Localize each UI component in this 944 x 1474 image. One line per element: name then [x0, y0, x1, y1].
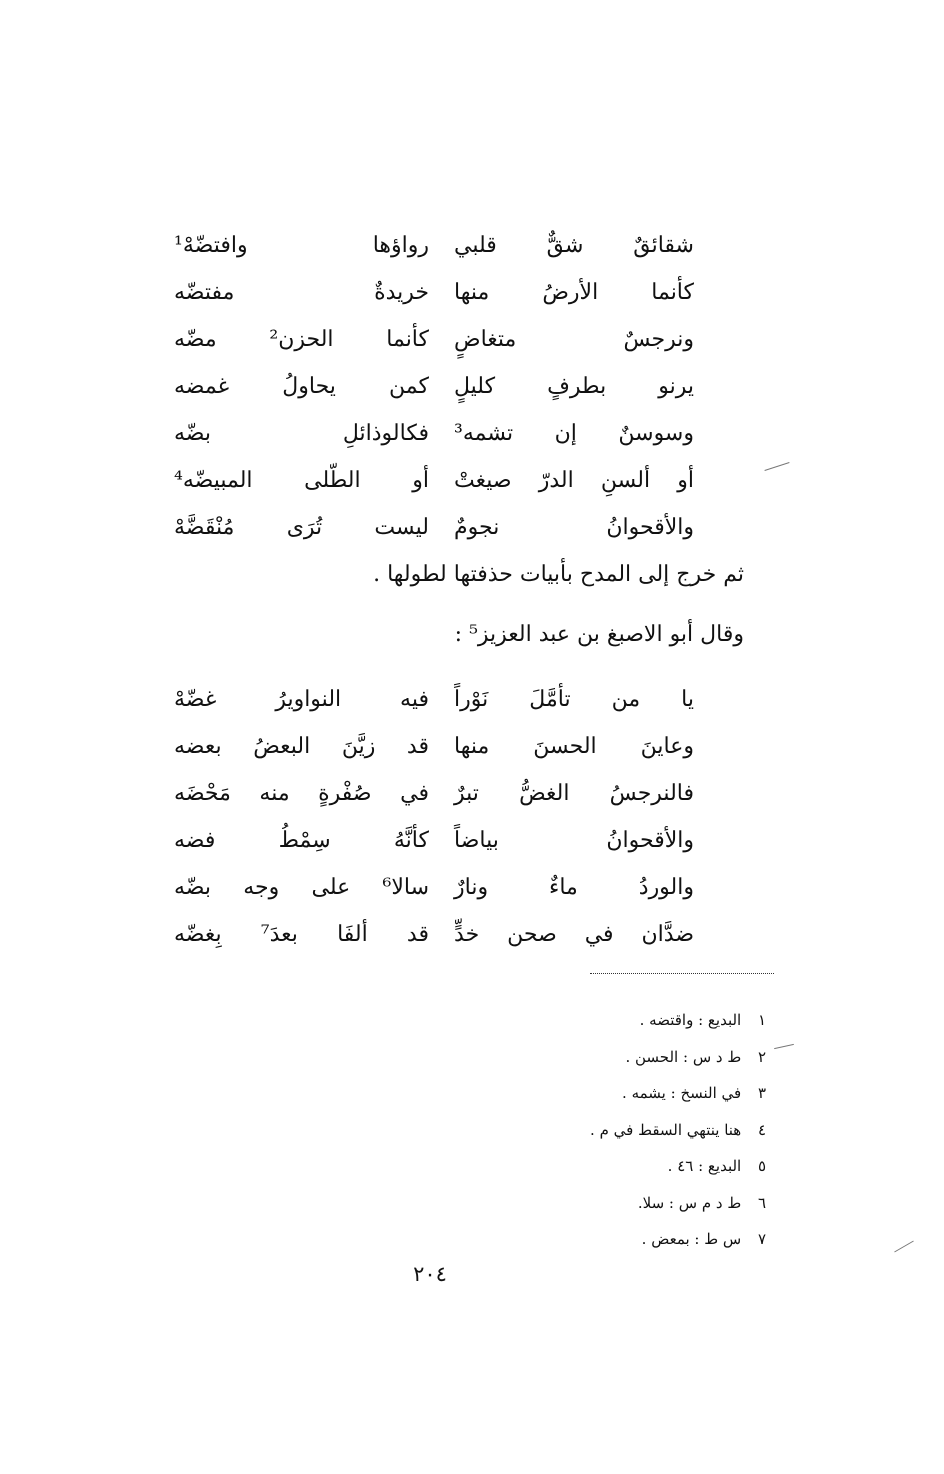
verse-word: والأقحوانُ: [606, 515, 694, 540]
verse-line: [174, 817, 694, 864]
footnote-number: ٤: [757, 1120, 766, 1139]
verse-word: خريدةٌ: [374, 280, 429, 305]
verse-word: الحزن²: [269, 327, 334, 352]
verse-word: منها: [454, 734, 490, 759]
verse-word: زيَّنَ: [341, 734, 376, 759]
footnote: [506, 1075, 766, 1112]
verse-word: فالنرجسُ: [609, 781, 694, 806]
verse-word: بضّه: [174, 421, 211, 446]
footnote-number: ٥: [757, 1157, 766, 1175]
hemistich-first: [454, 457, 694, 504]
hemistich-second: [174, 864, 429, 911]
prose-attribution: وقال أبو الاصبغ بن عبد العزيز⁵ :: [454, 622, 744, 647]
verse-word: النواويرُ: [275, 687, 342, 712]
verse-word: مَحْضَه: [174, 781, 231, 806]
verse-word: في: [584, 922, 614, 947]
footnote-text: هنا ينتهي السقط في م .: [590, 1120, 742, 1139]
footnote-text: س ط : بمعض .: [641, 1230, 742, 1248]
verse-word: كأنَّهُ: [393, 828, 429, 853]
verse-word: غمضه: [174, 374, 230, 399]
verse-line: [174, 504, 694, 551]
verse-word: ألسنِ: [600, 468, 651, 493]
verse-word: صيغتْ: [454, 468, 512, 493]
verse-word: صُفْرةٍ: [318, 781, 372, 806]
margin-pencil-mark: [764, 462, 789, 471]
verse-line: [174, 410, 694, 457]
verse-word: مفتضّه: [174, 280, 235, 305]
verse-word: متغاضٍ: [454, 327, 517, 352]
hemistich-second: [174, 676, 429, 723]
verse-word: مضّه: [174, 327, 217, 352]
hemistich-first: [454, 864, 694, 911]
verse-word: تبرٌ: [454, 781, 479, 806]
verse-word: تشمه³: [454, 421, 514, 446]
footnote-number: ٧: [757, 1230, 766, 1248]
hemistich-second: [174, 504, 429, 551]
verse-word: كأنما: [386, 327, 429, 352]
verse-word: يرنو: [658, 374, 694, 399]
footnote-divider: [590, 973, 774, 974]
hemistich-first: [454, 504, 694, 551]
verse-word: منه: [259, 781, 290, 806]
verse-word: بطرفٍ: [547, 374, 607, 399]
verse-word: نجومٌ: [454, 515, 500, 540]
verse-word: وجه: [243, 875, 280, 900]
footnote: [506, 1002, 766, 1039]
verse-word: تأمَّلَ: [529, 687, 571, 712]
hemistich-first: [454, 222, 694, 269]
verse-word: أو: [677, 468, 694, 493]
verse-word: بضّه: [174, 875, 211, 900]
hemistich-second: [174, 817, 429, 864]
verse-word: وعاينَ: [640, 734, 694, 759]
verse-word: نَوْراً: [454, 687, 489, 712]
footnote: [506, 1185, 766, 1222]
verse-word: كليلٍ: [454, 374, 496, 399]
hemistich-first: [454, 770, 694, 817]
verse-word: بعضه: [174, 734, 222, 759]
footnotes: [506, 1002, 766, 1258]
verse-word: الحسنَ: [533, 734, 597, 759]
hemistich-first: [454, 269, 694, 316]
hemistich-second: [174, 770, 429, 817]
verse-word: يحاولُ: [282, 374, 336, 399]
footnote-number: ١: [757, 1011, 766, 1029]
verse-word: المبيضّه⁴: [174, 468, 253, 493]
hemistich-first: [454, 817, 694, 864]
verse-line: [174, 676, 694, 723]
footnote-text: البديع : واقتضه .: [639, 1011, 742, 1029]
verse-line: [174, 363, 694, 410]
verse-line: [174, 770, 694, 817]
verse-word: الأرضُ: [542, 280, 599, 305]
verse-word: تُرَى: [286, 515, 323, 540]
hemistich-second: [174, 363, 429, 410]
verse-word: الطّلى: [304, 468, 361, 493]
footnote-text: ط د س : الحسن .: [625, 1047, 742, 1066]
verse-word: ونرجسٌ: [623, 327, 694, 352]
verse-word: شقائقٌ: [633, 233, 694, 258]
verse-word: والأقحوانُ: [606, 828, 694, 853]
hemistich-second: [174, 269, 429, 316]
verse-line: [174, 222, 694, 269]
footnote: [506, 1039, 766, 1076]
hemistich-first: [454, 676, 694, 723]
footnote-text: ط د م س : سلا.: [637, 1193, 742, 1212]
verse-word: الدرّ: [538, 468, 574, 493]
verse-word: بياضاً: [454, 828, 499, 853]
verse-word: رواؤها: [372, 233, 429, 258]
verse-word: والوردُ: [638, 875, 694, 900]
verse-word: بعدَ⁷: [260, 922, 298, 947]
hemistich-second: [174, 410, 429, 457]
poem-second: [174, 676, 694, 958]
verse-word: فكالوذائلِ: [342, 421, 429, 446]
margin-pencil-mark: [774, 1044, 794, 1049]
verse-word: ليست: [374, 515, 429, 540]
verse-line: [174, 723, 694, 770]
verse-word: يا: [681, 687, 694, 712]
verse-word: غضّهْ: [174, 687, 217, 712]
verse-word: قلبي: [454, 233, 497, 258]
verse-word: ألفَا: [337, 922, 368, 947]
verse-word: وافتضّهْ¹: [174, 233, 248, 258]
footnote-number: ٢: [757, 1047, 766, 1066]
hemistich-second: [174, 457, 429, 504]
hemistich-second: [174, 723, 429, 770]
hemistich-second: [174, 222, 429, 269]
verse-line: [174, 911, 694, 958]
footnote: [506, 1221, 766, 1258]
footnote-number: ٦: [757, 1193, 766, 1212]
verse-word: ماءٌ: [549, 875, 578, 900]
verse-word: إن: [554, 421, 577, 446]
page-number: ٢٠٤: [413, 1262, 447, 1286]
verse-word: قد: [406, 734, 429, 759]
verse-word: كأنما: [651, 280, 694, 305]
hemistich-first: [454, 723, 694, 770]
verse-word: على: [311, 875, 351, 900]
verse-word: في: [400, 781, 429, 806]
verse-word: البعضُ: [253, 734, 311, 759]
footnote-text: في النسخ : يشمه .: [622, 1084, 742, 1102]
hemistich-second: [174, 316, 429, 363]
hemistich-first: [454, 410, 694, 457]
verse-word: الغضُّ: [519, 781, 570, 806]
verse-word: شقٌّ: [546, 233, 584, 258]
verse-line: [174, 864, 694, 911]
prose-transition: ثم خرج إلى المدح بأبيات حذفتها لطولها .: [373, 562, 744, 587]
margin-pencil-mark: [894, 1241, 914, 1253]
verse-word: مُنْقَضَّهْ: [174, 515, 235, 540]
verse-line: [174, 316, 694, 363]
footnote-number: ٣: [757, 1084, 766, 1102]
verse-word: سِمْطُ: [278, 828, 331, 853]
poem-first: [174, 222, 694, 551]
verse-word: أو: [412, 468, 429, 493]
verse-word: فضه: [174, 828, 216, 853]
verse-word: من: [611, 687, 641, 712]
verse-word: سالا⁶: [382, 875, 429, 900]
verse-word: بِغضّه: [174, 922, 222, 947]
hemistich-second: [174, 911, 429, 958]
verse-word: قد: [406, 922, 429, 947]
footnote: [506, 1112, 766, 1149]
hemistich-first: [454, 911, 694, 958]
verse-line: [174, 457, 694, 504]
verse-line: [174, 269, 694, 316]
verse-word: منها: [454, 280, 490, 305]
footnote-text: البديع : ٤٦ .: [667, 1157, 742, 1175]
verse-word: فيه: [400, 687, 429, 712]
verse-word: صحن: [507, 922, 557, 947]
hemistich-first: [454, 316, 694, 363]
verse-word: ونارٌ: [454, 875, 489, 900]
footnote: [506, 1148, 766, 1185]
verse-word: خدٍّ: [454, 922, 480, 947]
verse-word: ضدَّان: [641, 922, 694, 947]
verse-word: كمن: [389, 374, 429, 399]
hemistich-first: [454, 363, 694, 410]
verse-word: وسوسنٌ: [618, 421, 694, 446]
